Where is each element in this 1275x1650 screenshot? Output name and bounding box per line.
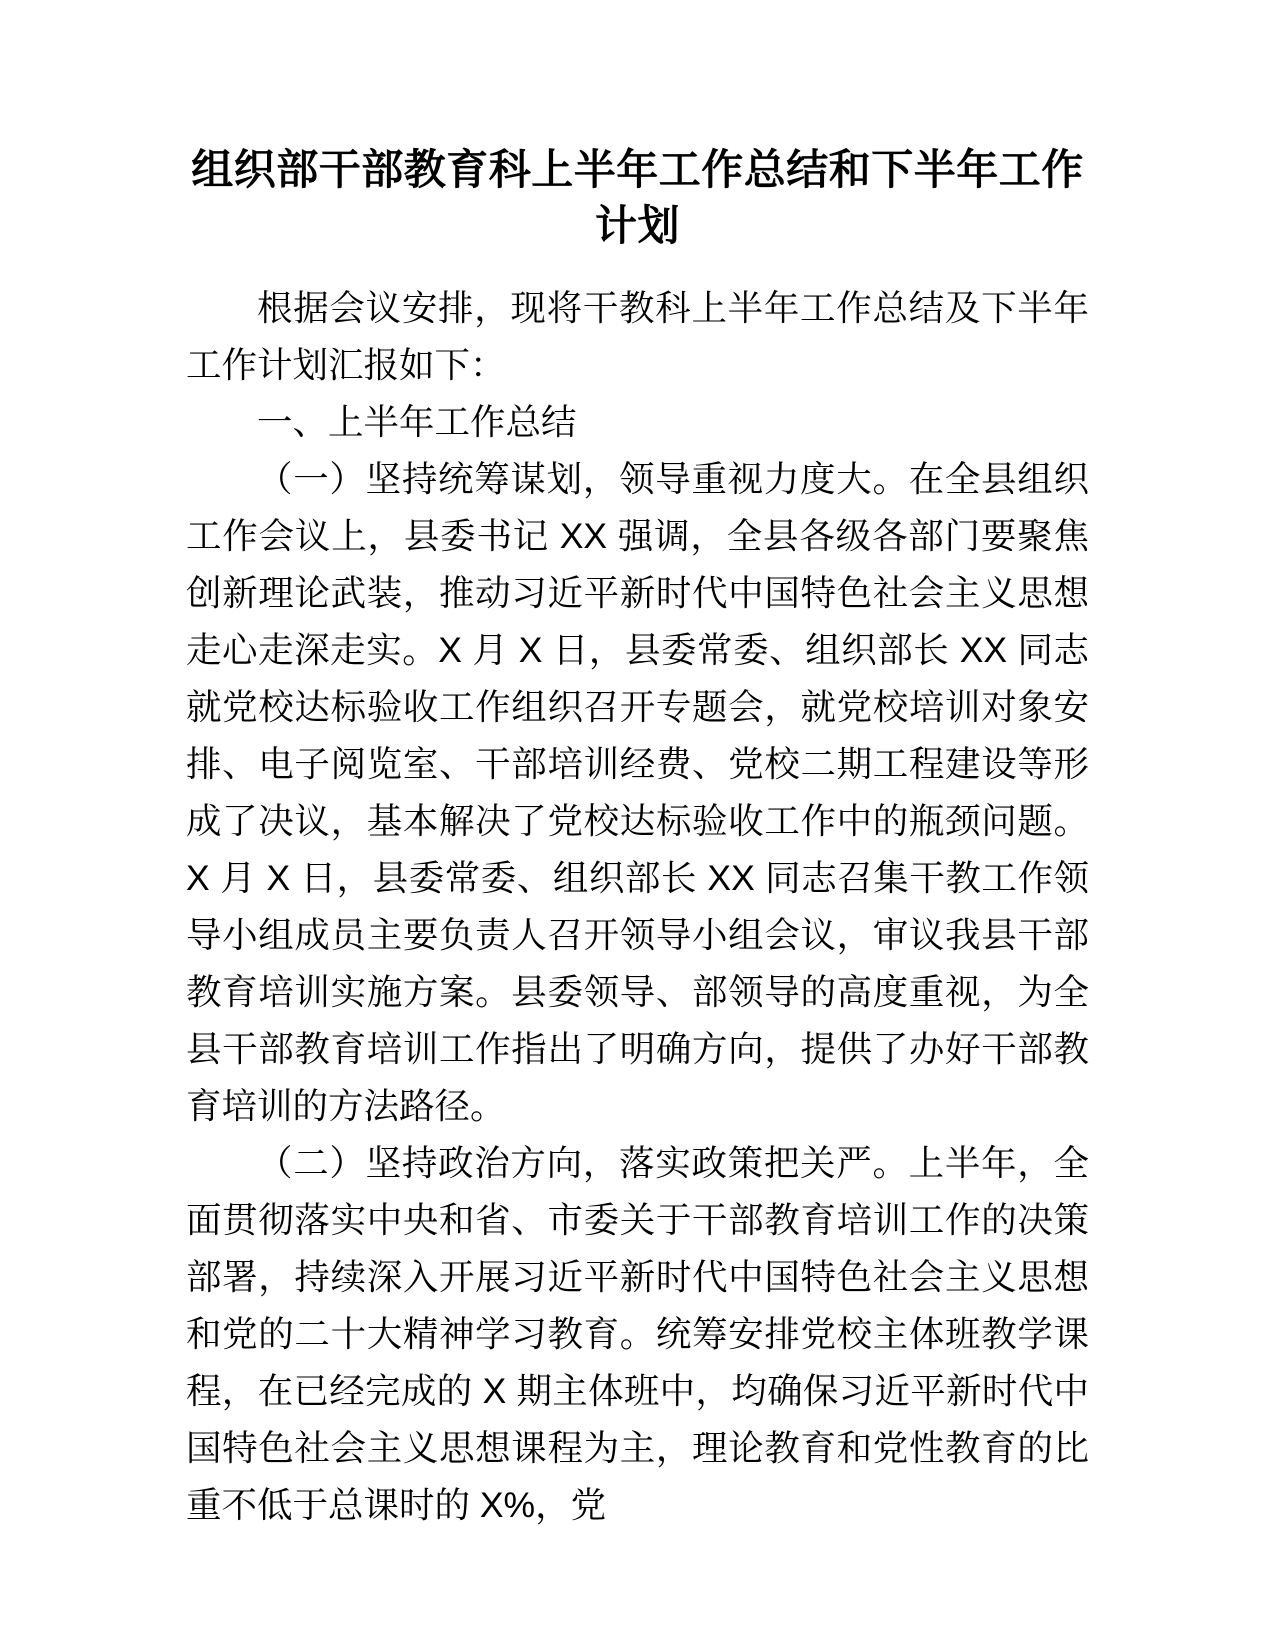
- page-title: 组织部干部教育科上半年工作总结和下半年工作计划: [191, 146, 1084, 249]
- section-heading-one: 一、上半年工作总结: [257, 402, 577, 442]
- paragraph-section-1-2: （二）坚持政治方向，落实政策把关严。上半年，全面贯彻落实中央和省、市委关于干部教育培训工作的决策部署，持续深入开展习近平新时代中国特色社会主义思想和党的二十大精神学习教育。统筹安排党校主体班教学课程，在已经完成的 X 期主体班中，均确保习近平新时代中国特色社会主义思想课程为主，理论教育和党性教育的比重不低于总课时的 X%，党: [186, 1143, 1089, 1525]
- document-content: [186, 0, 1089, 1534]
- document-body: [186, 280, 1089, 1534]
- paragraph-section-1-1: （一）坚持统筹谋划，领导重视力度大。在全县组织工作会议上，县委书记 XX 强调，全县各级各部门要聚焦创新理论武装，推动习近平新时代中国特色社会主义思想走心走深走实。X 月 X 日，县委常委、组织部长 XX 同志就党校达标验收工作组织召开专题会，就党校培训对象安排、电子阅览室、干部培训经费、党校二期工程建设等形成了决议，基本解决了党校达标验收工作中的瓶颈问题。X 月 X 日，县委常委、组织部长 XX 同志召集干教工作领导小组成员主要负责人召开领导小组会议，审议我县干部教育培训实施方案。县委领导、部领导的高度重视，为全县干部教育培训工作指出了明确方向，提供了办好干部教育培训的方法路径。: [186, 459, 1089, 1126]
- paragraph-intro: 根据会议安排，现将干教科上半年工作总结及下半年工作计划汇报如下：: [186, 288, 1089, 385]
